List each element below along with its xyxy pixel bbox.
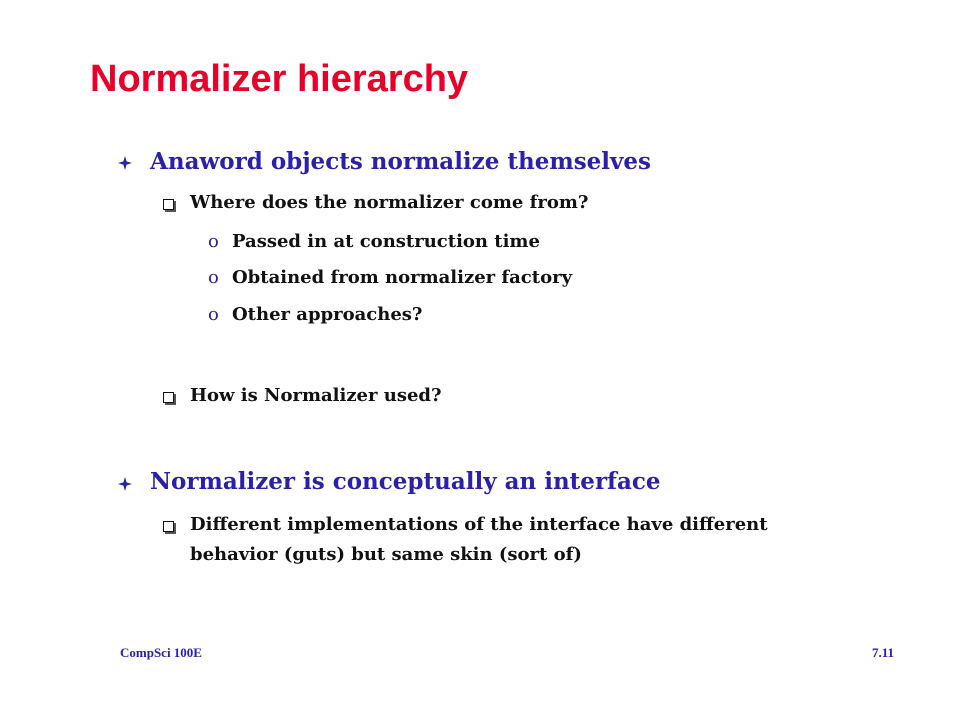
circle-bullet-icon: o bbox=[208, 231, 219, 252]
subbullet-2-1-text-line2: behavior (guts) but same skin (sort of) bbox=[190, 544, 582, 565]
item-1-1-2-text: Obtained from normalizer factory bbox=[232, 267, 573, 288]
slide-title: Normalizer hierarchy bbox=[90, 58, 469, 100]
subbullet-2-1-text-line1: Different implementations of the interface have different bbox=[190, 514, 768, 535]
item-1-1-1-text: Passed in at construction time bbox=[232, 231, 540, 252]
footer-course: CompSci 100E bbox=[120, 645, 202, 660]
circle-bullet-icon: o bbox=[208, 267, 219, 288]
diamond-star-icon bbox=[118, 156, 132, 170]
subbullet-1-2-text: How is Normalizer used? bbox=[190, 385, 442, 406]
footer-page-number: 7.11 bbox=[872, 645, 895, 660]
circle-bullet-icon: o bbox=[208, 304, 219, 325]
diamond-star-icon bbox=[118, 477, 132, 491]
shadowed-square-icon bbox=[163, 392, 174, 403]
bullet-2-text: Normalizer is conceptually an interface bbox=[150, 468, 661, 495]
subbullet-1-1-text: Where does the normalizer come from? bbox=[190, 192, 589, 213]
item-1-1-3-text: Other approaches? bbox=[232, 304, 423, 325]
shadowed-square-icon bbox=[163, 521, 174, 532]
shadowed-square-icon bbox=[163, 199, 174, 210]
bullet-1-text: Anaword objects normalize themselves bbox=[150, 148, 651, 175]
